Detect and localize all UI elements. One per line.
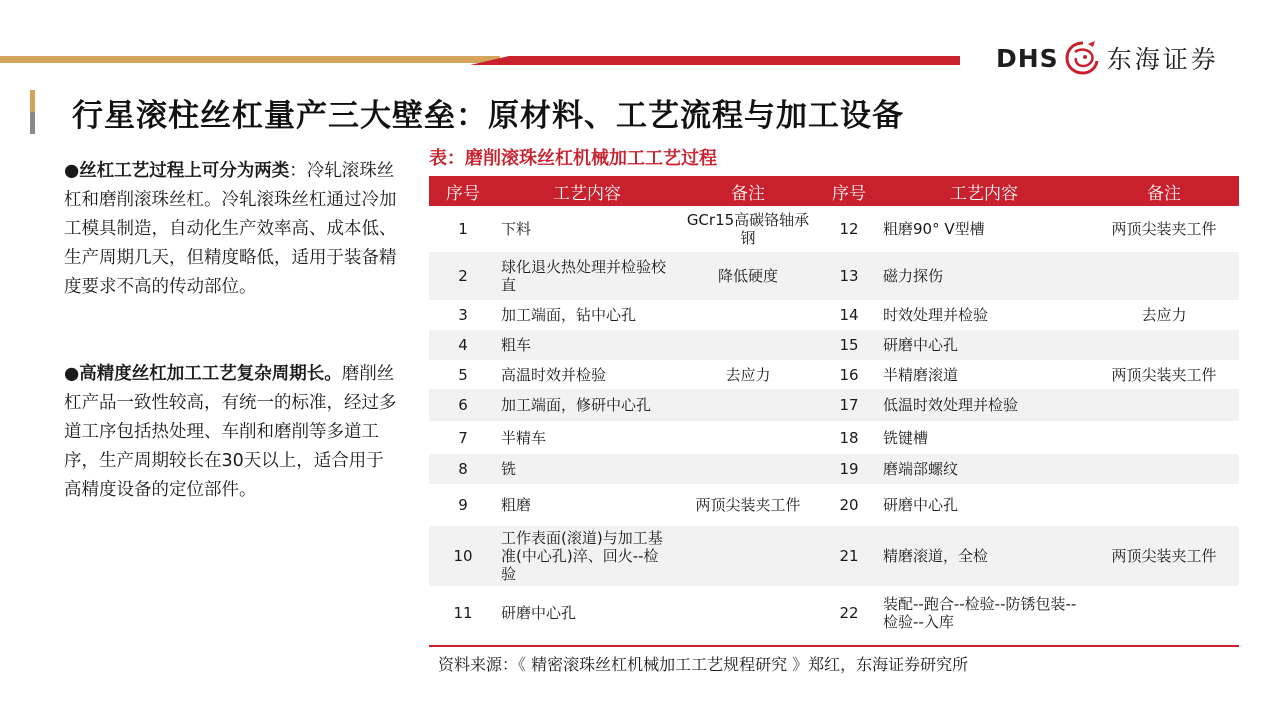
cell-content: 装配--跑合--检验--防锈包装--检验--入库 bbox=[883, 594, 1077, 631]
table-row bbox=[429, 389, 1239, 421]
cell-content: 加工端面，修研中心孔 bbox=[497, 389, 677, 421]
cell-note bbox=[677, 421, 819, 454]
cell-seq: 14 bbox=[839, 306, 859, 324]
process-table bbox=[429, 176, 1239, 639]
header-content-left: 工艺内容 bbox=[497, 176, 677, 206]
cell-note: 两顶尖装夹工件 bbox=[1111, 220, 1217, 238]
cell-note: 去应力 bbox=[1141, 306, 1187, 324]
cell-content: 铣 bbox=[497, 454, 677, 484]
cell-note: 降低硬度 bbox=[677, 252, 819, 300]
cell-note: GCr15高碳铬轴承钢 bbox=[686, 211, 810, 247]
cell-note: 两顶尖装夹工件 bbox=[695, 496, 801, 514]
cell-content: 加工端面，钻中心孔 bbox=[501, 306, 637, 324]
table-row bbox=[429, 454, 1239, 484]
cell-note: 去应力 bbox=[725, 365, 771, 384]
cell-content: 磁力探伤 bbox=[879, 252, 1089, 300]
cell-seq: 21 bbox=[819, 526, 879, 586]
table-row bbox=[429, 586, 1239, 639]
cell-content: 铣键槽 bbox=[883, 428, 929, 447]
cell-seq: 19 bbox=[819, 454, 879, 484]
paragraph-high-precision-lead: ●高精度丝杠加工工艺复杂周期长。 bbox=[64, 364, 342, 384]
cell-seq: 17 bbox=[819, 389, 879, 421]
cell-seq: 20 bbox=[839, 496, 859, 514]
brand-logo-en: DHS bbox=[996, 43, 1059, 73]
cell-seq: 3 bbox=[458, 306, 468, 324]
cell-note: 两顶尖装夹工件 bbox=[1111, 365, 1217, 384]
cell-seq: 6 bbox=[429, 389, 497, 421]
cell-content: 磨端部螺纹 bbox=[879, 454, 1089, 484]
paragraph-process-types-body: ：冷轧滚珠丝杠和磨削滚珠丝杠。冷轧滚珠丝杠通过冷加工模具制造，自动化生产效率高、成本低、生产周期几天，但精度略低，适用于装备精度要求不高的传动部位。 bbox=[64, 161, 397, 297]
cell-note bbox=[1089, 389, 1239, 421]
cell-content: 时效处理并检验 bbox=[883, 306, 989, 324]
table-caption: 表：磨削滚珠丝杠机械加工工艺过程 bbox=[429, 148, 717, 169]
cell-content: 球化退火热处理并检验校直 bbox=[497, 252, 677, 300]
cell-note bbox=[1089, 330, 1239, 360]
cell-note: 两顶尖装夹工件 bbox=[1089, 526, 1239, 586]
title-accent-gray bbox=[30, 112, 35, 134]
title-accent-gold bbox=[30, 90, 35, 112]
table-row bbox=[429, 300, 1239, 330]
cell-content: 半精车 bbox=[501, 428, 547, 447]
cell-note bbox=[1089, 454, 1239, 484]
header-red-stripe bbox=[470, 56, 960, 65]
cell-note bbox=[677, 454, 819, 484]
cell-seq: 8 bbox=[429, 454, 497, 484]
header-note-left: 备注 bbox=[677, 176, 819, 206]
table-row bbox=[429, 421, 1239, 454]
cell-note bbox=[1089, 484, 1239, 526]
left-text-column bbox=[64, 157, 400, 505]
table-row bbox=[429, 206, 1239, 252]
cell-note bbox=[677, 586, 819, 639]
cell-seq: 10 bbox=[429, 526, 497, 586]
cell-seq: 5 bbox=[458, 365, 468, 384]
paragraph-high-precision-body: 磨削丝杠产品一致性较高，有统一的标准，经过多道工序包括热处理、车削和磨削等多道工序，生产周期较长在30天以上，适合用于高精度设备的定位部件。 bbox=[64, 364, 397, 500]
paragraph-high-precision bbox=[64, 360, 400, 505]
table-row bbox=[429, 360, 1239, 389]
cell-note bbox=[677, 300, 819, 330]
dragon-logo-icon bbox=[1063, 40, 1103, 76]
cell-note bbox=[677, 526, 819, 586]
table-row bbox=[429, 484, 1239, 526]
cell-seq: 18 bbox=[839, 428, 859, 447]
cell-content: 工作表面(滚道)与加工基准(中心孔)淬、回火--检验 bbox=[497, 526, 677, 586]
brand-logo-cn: 东海证券 bbox=[1106, 45, 1219, 74]
paragraph-process-types-lead: ●丝杠工艺过程上可分为两类 bbox=[64, 161, 290, 181]
table-bottom-rule bbox=[429, 645, 1239, 647]
cell-seq: 4 bbox=[429, 330, 497, 360]
cell-content: 粗磨 bbox=[501, 496, 532, 514]
header-content-right: 工艺内容 bbox=[879, 176, 1089, 206]
header-note-right: 备注 bbox=[1089, 176, 1239, 206]
cell-content: 下料 bbox=[501, 220, 532, 238]
brand-logo bbox=[996, 40, 1219, 76]
cell-note bbox=[677, 389, 819, 421]
cell-seq: 2 bbox=[429, 252, 497, 300]
page-title: 行星滚柱丝杠量产三大壁垒：原材料、工艺流程与加工设备 bbox=[72, 98, 904, 134]
table-row bbox=[429, 252, 1239, 300]
cell-note bbox=[1089, 252, 1239, 300]
table-row bbox=[429, 526, 1239, 586]
cell-content: 研磨中心孔 bbox=[883, 496, 959, 514]
cell-content: 高温时效并检验 bbox=[501, 365, 607, 384]
cell-note bbox=[1089, 421, 1239, 454]
cell-note bbox=[677, 330, 819, 360]
paragraph-process-types bbox=[64, 157, 400, 302]
source-note: 资料来源：《 精密滚珠丝杠机械加工工艺规程研究 》郑红，东海证券研究所 bbox=[438, 655, 969, 674]
cell-content: 研磨中心孔 bbox=[501, 603, 577, 622]
header-seq-right: 序号 bbox=[819, 176, 879, 206]
cell-seq: 22 bbox=[839, 603, 859, 622]
cell-content: 精磨滚道，全检 bbox=[879, 526, 1089, 586]
cell-content: 粗车 bbox=[497, 330, 677, 360]
cell-seq: 12 bbox=[839, 220, 859, 238]
cell-seq: 1 bbox=[458, 220, 468, 238]
cell-seq: 16 bbox=[839, 365, 859, 384]
table-row bbox=[429, 330, 1239, 360]
cell-seq: 13 bbox=[819, 252, 879, 300]
cell-note bbox=[1089, 586, 1239, 639]
cell-seq: 7 bbox=[458, 428, 468, 447]
cell-content: 半精磨滚道 bbox=[883, 365, 959, 384]
header-seq-left: 序号 bbox=[429, 176, 497, 206]
cell-seq: 15 bbox=[819, 330, 879, 360]
cell-content: 粗磨90° V型槽 bbox=[883, 220, 985, 238]
cell-content: 低温时效处理并检验 bbox=[879, 389, 1089, 421]
header-gold-stripe bbox=[0, 56, 500, 63]
table-header-row bbox=[429, 176, 1239, 206]
cell-seq: 9 bbox=[458, 496, 468, 514]
cell-seq: 11 bbox=[453, 603, 473, 622]
cell-content: 研磨中心孔 bbox=[879, 330, 1089, 360]
